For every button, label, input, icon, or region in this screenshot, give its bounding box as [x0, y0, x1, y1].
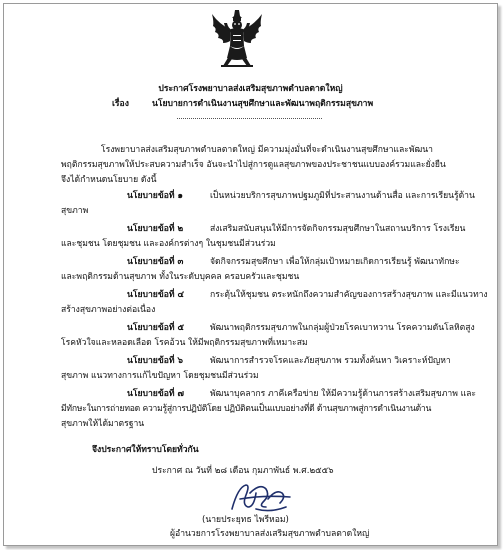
policy-6-line-2: สุขภาพ แนวทางการแก้ไขปัญหา โดยชุมชนมีส่วนร่วม — [61, 371, 259, 381]
policy-4-line-2: สร้างสุขภาพอย่างต่อเนื่อง — [61, 305, 156, 315]
policy-4-line-1: กระตุ้นให้ชุมชน ตระหนักถึงความสำคัญของการสร้างสุขภาพ และมีแนวทาง — [210, 290, 488, 300]
policy-6-label: นโยบายข้อที่ ๖ — [127, 356, 183, 366]
policy-1-label: นโยบายข้อที่ ๑ — [127, 191, 183, 201]
subject-label: เรื่อง — [112, 99, 129, 109]
policy-2-label: นโยบายข้อที่ ๒ — [127, 224, 184, 234]
intro-line-1: โรงพยาบาลส่งเสริมสุขภาพตำบลตาดใหญ่ มีความมุ่งมั่นที่จะดำเนินงานสุขศึกษาและพัฒนา — [101, 145, 433, 155]
policy-3-line-1: จัดกิจกรรมสุขศึกษา เพื่อให้กลุ่มเป้าหมายเกิดการเรียนรู้ พัฒนาทักษะ — [210, 257, 460, 267]
policy-5-label: นโยบายข้อที่ ๕ — [127, 323, 185, 333]
policy-7-line-2: มีทักษะในการถ่ายทอด ความรู้สู่การปฏิบัติโดย ปฏิบัติตนเป็นแบบอย่างที่ดี ด้านสุขภาพสู่การดำเนินงานด้าน — [61, 404, 432, 414]
signer-name: (นายประยุทธ ไพรีหอม) — [202, 515, 289, 525]
policy-7-line-1: พัฒนาบุคลากร ภาคีเครือข่าย ให้มีความรู้ด้านการสร้างเสริมสุขภาพ และ — [210, 389, 477, 399]
intro-line-3: จึงได้กำหนดนโยบาย ดังนี้ — [61, 175, 157, 185]
policy-5-line-2: โรคหัวใจและหลอดเลือด โรคอ้วน ให้มีพฤติกรรมสุขภาพที่เหมาะสม — [61, 338, 308, 348]
policy-3-line-2: และพฤติกรรมด้านสุขภาพ ทั้งในระดับบุคคล ครอบครัวและชุมชน — [61, 272, 300, 282]
policy-2-line-2: และชุมชน โดยชุมชน และองค์กรต่างๆ ในชุมชนมีส่วนร่วม — [61, 239, 276, 249]
policy-6-line-1: พัฒนาการสำรวจโรคและภัยสุขภาพ รวมทั้งค้นหา วิเคราะห์ปัญหา — [210, 356, 451, 366]
policy-3-label: นโยบายข้อที่ ๓ — [127, 257, 184, 267]
policy-5-line-1: พัฒนาพฤติกรรมสุขภาพในกลุ่มผู้ป่วยโรคเบาหวาน โรคความดันโลหิตสูง — [210, 323, 475, 333]
subject-text: นโยบายการดำเนินงานสุขศึกษาและพัฒนาพฤติกรรมสุขภาพ — [152, 99, 374, 109]
policy-7-label: นโยบายข้อที่ ๗ — [127, 389, 184, 399]
policy-2-line-1: ส่งเสริมสนับสนุนให้มีการจัดกิจกรรมสุขศึกษาในสถานบริการ โรงเรียน — [210, 224, 466, 234]
announcement-title: ประกาศโรงพยาบาลส่งเสริมสุขภาพตำบลตาดใหญ่ — [158, 84, 343, 94]
garuda-emblem-icon — [209, 8, 265, 70]
closing-statement: จึงประกาศให้ทราบโดยทั่วกัน — [92, 445, 199, 455]
header-divider — [177, 118, 322, 119]
policy-1-line-2: สุขภาพ — [61, 206, 89, 216]
announcement-document — [3, 3, 498, 546]
policy-7-line-3: สุขภาพให้ได้มาตรฐาน — [61, 419, 145, 429]
policy-1-line-1: เป็นหน่วยบริการสุขภาพปฐมภูมิที่ประสานงานด้านสื่อ และการเรียนรู้ด้าน — [210, 191, 475, 201]
date-line: ประกาศ ณ วันที่ ๒๘ เดือน กุมภาพันธ์ พ.ศ.๒๕๕๖ — [152, 466, 334, 476]
policy-4-label: นโยบายข้อที่ ๔ — [127, 290, 185, 300]
handwritten-signature — [226, 479, 294, 515]
signer-position: ผู้อำนวยการโรงพยาบาลส่งเสริมสุขภาพตำบลตาดใหญ่ — [170, 529, 370, 539]
intro-line-2: พฤติกรรมสุขภาพให้ประสบความสำเร็จ อันจะนำไปสู่การดูแลสุขภาพของประชาชนแบบองค์รวมและยั่งยืน — [61, 160, 446, 170]
